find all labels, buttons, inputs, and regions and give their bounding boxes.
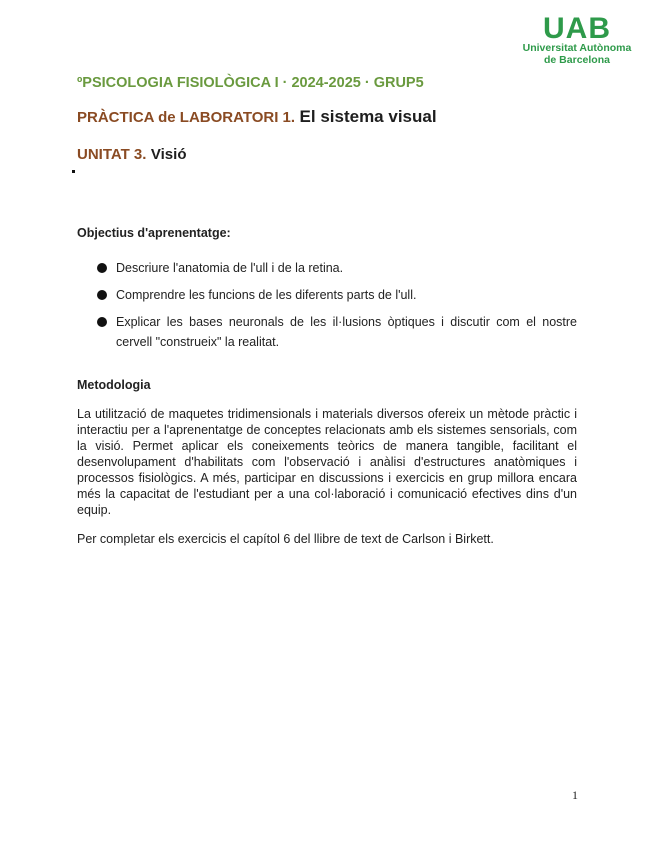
practice-prefix: PRÀCTICA de LABORATORI 1. bbox=[77, 109, 296, 126]
practice-title: El sistema visual bbox=[299, 107, 437, 126]
page-number: 1 bbox=[572, 788, 578, 802]
bullet-icon bbox=[97, 290, 107, 300]
bullet-icon bbox=[97, 263, 107, 273]
list-item bbox=[97, 258, 577, 278]
logo-line2: de Barcelona bbox=[544, 54, 610, 66]
unit-heading bbox=[77, 146, 186, 164]
list-item bbox=[97, 312, 577, 352]
unit-prefix: UNITAT 3. bbox=[77, 146, 147, 163]
stray-mark bbox=[72, 170, 75, 173]
logo-line1: Universitat Autònoma bbox=[522, 42, 632, 54]
practice-heading bbox=[77, 107, 437, 127]
textbook-note: Per completar els exercicis el capítol 6 del llibre de text de Carlson i Birkett. bbox=[77, 532, 494, 546]
logo-acronym: UAB bbox=[543, 12, 611, 45]
methodology-heading: Metodologia bbox=[77, 378, 151, 392]
bullet-icon bbox=[97, 317, 107, 327]
methodology-paragraph: La utilització de maquetes tridimensionals i materials diversos ofereix un mètode pràctic i interactiu per a l'aprenentatge de conceptes relacionats amb els sistemes sensorials, com la visió. Permet aplicar els coneixements teòrics de manera tangible, facilitant el desenvolupament d'habilitats com l'observació i anàlisi d'estructures anatòmiques i processos fisiològics. A més, participar en discussions i exercicis en grup millora encara més la capacitat de l'estudiant per a una col·laboració i comunicació efectives dins d'un equip. bbox=[77, 407, 577, 517]
objective-text: Descriure l'anatomia de l'ull i de la retina. bbox=[116, 261, 344, 275]
unit-title: Visió bbox=[150, 146, 187, 163]
course-title: ºPSICOLOGIA FISIOLÒGICA I · 2024-2025 · GRUP5 bbox=[77, 75, 424, 91]
list-item bbox=[97, 285, 577, 305]
objective-text: Explicar les bases neuronals de les il·lusions òptiques i discutir com el nostre cervell "construeix" la realitat. bbox=[116, 315, 577, 349]
objectives-list bbox=[97, 258, 577, 359]
objective-text: Comprendre les funcions de les diferents parts de l'ull. bbox=[116, 288, 417, 302]
objectives-heading: Objectius d'aprenentatge: bbox=[77, 226, 231, 240]
uab-logo bbox=[513, 12, 641, 66]
